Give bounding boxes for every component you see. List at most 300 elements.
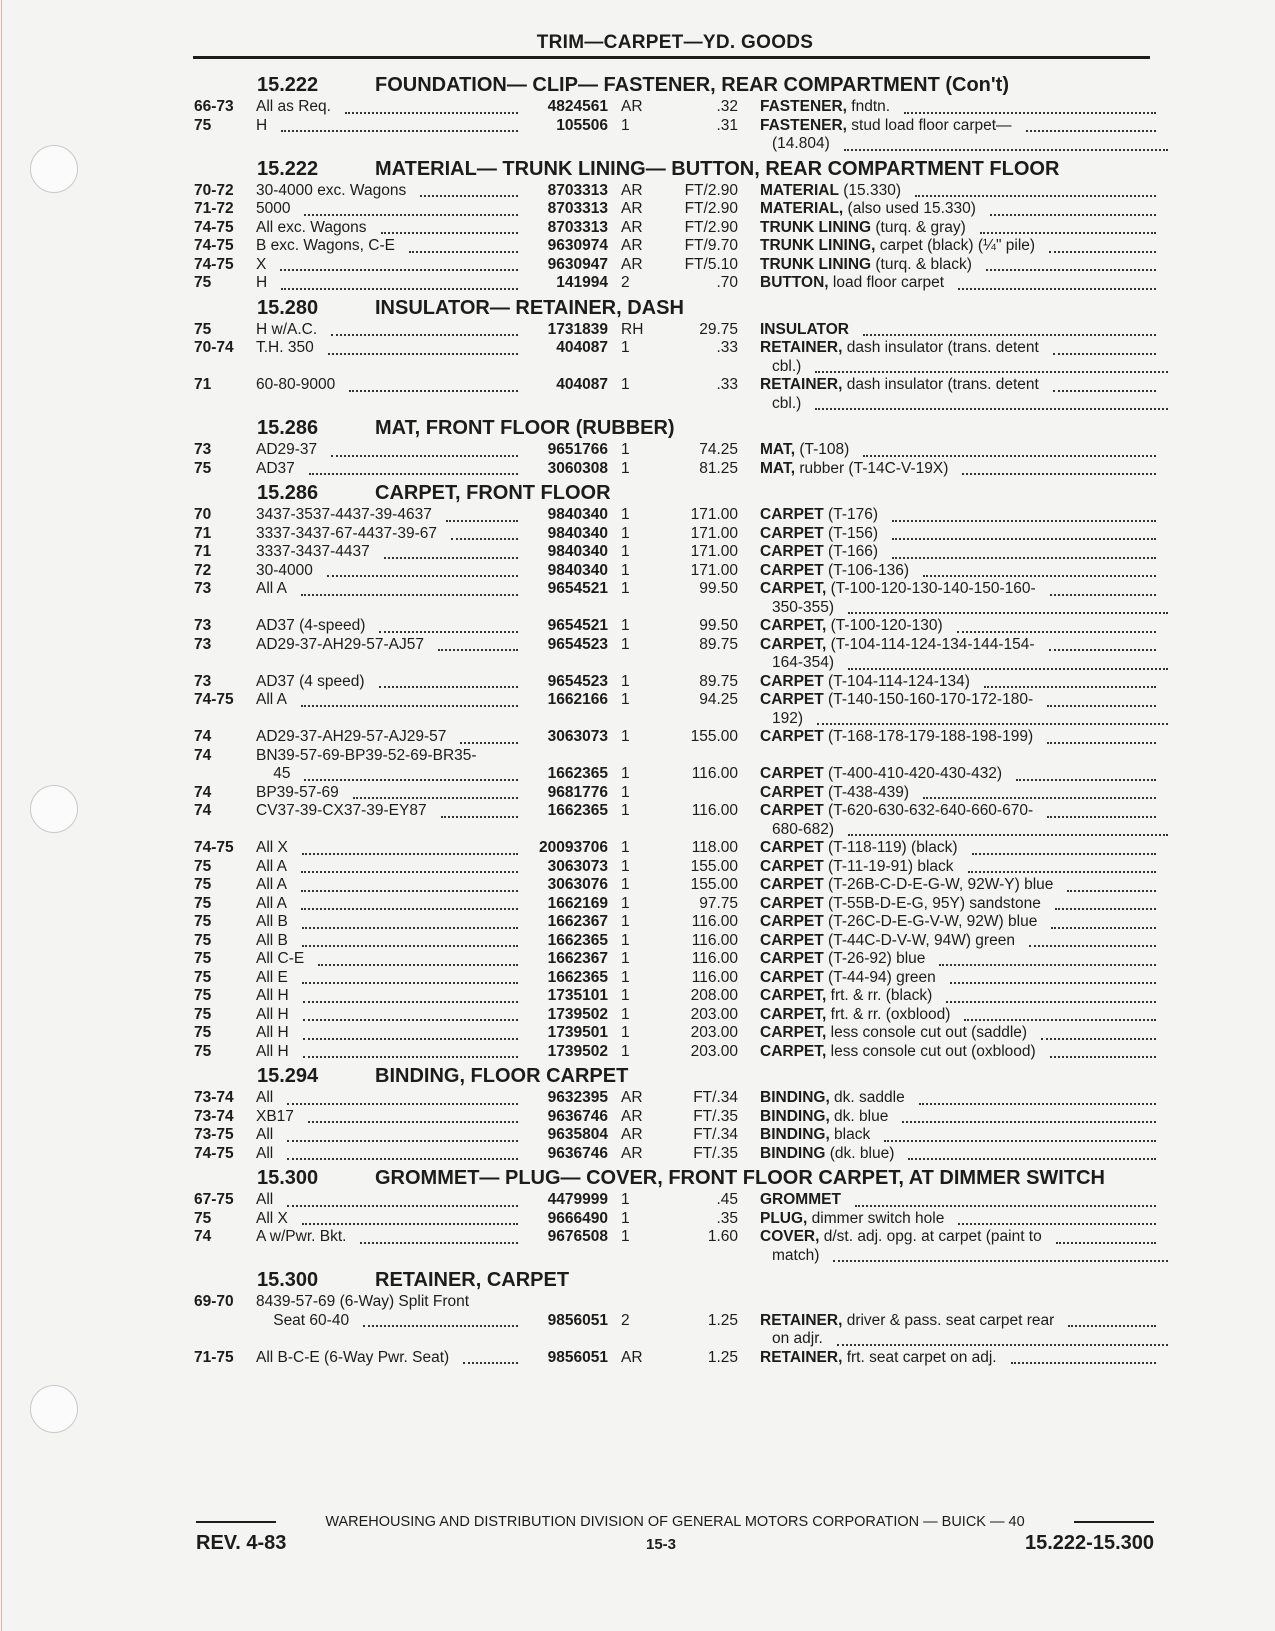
quantity: 1 xyxy=(621,950,630,967)
parts-row xyxy=(194,274,1156,293)
description-detail: (14.804) xyxy=(772,135,830,152)
section-number: 15.222 xyxy=(257,74,319,96)
description-detail: (T-11-19-91) black xyxy=(823,857,954,875)
model-year: 71-72 xyxy=(194,200,234,217)
description xyxy=(760,1228,1156,1247)
parts-row xyxy=(194,1210,1156,1229)
parts-listing xyxy=(194,70,1156,1367)
part-number: 1662367 xyxy=(547,913,608,930)
description-detail: (T-104-114-124-134-144-154- xyxy=(826,635,1035,653)
catalog-section xyxy=(194,1271,1156,1367)
parts-row xyxy=(194,950,1156,969)
model-year: 73-74 xyxy=(194,1107,234,1125)
part-number: 1731839 xyxy=(547,320,608,338)
application: 30-4000 exc. Wagons xyxy=(256,182,518,201)
footer-rule xyxy=(1074,1521,1154,1523)
dot-leader xyxy=(1026,130,1156,132)
description xyxy=(760,932,1156,951)
description-item: CARPET, xyxy=(760,617,827,634)
quantity: AR xyxy=(621,1144,643,1162)
price: FT/.34 xyxy=(693,1089,738,1106)
parts-row xyxy=(194,1330,1156,1349)
parts-row xyxy=(194,932,1156,951)
parts-row xyxy=(194,117,1156,136)
description-detail: dash insulator (trans. detent xyxy=(842,376,1039,393)
dot-leader xyxy=(1053,390,1156,392)
model-year: 74 xyxy=(194,746,212,764)
model-year: 75 xyxy=(194,987,212,1004)
model-year: 72 xyxy=(194,561,212,579)
model-year: 70-72 xyxy=(194,181,234,199)
part-number: 8703313 xyxy=(547,218,608,236)
section-header xyxy=(194,1067,1156,1086)
section-header xyxy=(194,1271,1156,1290)
part-number: 3060308 xyxy=(547,459,608,477)
description-item: CARPET xyxy=(760,561,824,579)
dot-leader xyxy=(939,964,1156,966)
quantity: 1 xyxy=(621,1209,630,1227)
price: 155.00 xyxy=(690,876,738,893)
dot-leader xyxy=(331,455,518,457)
price: .33 xyxy=(716,339,738,356)
price: 74.25 xyxy=(699,441,738,458)
application: All X xyxy=(256,1210,518,1229)
dot-leader xyxy=(923,575,1156,577)
price: 89.75 xyxy=(699,635,738,653)
price: .31 xyxy=(716,116,738,134)
dot-leader xyxy=(815,408,1168,410)
parts-row xyxy=(194,1145,1156,1164)
price: 81.25 xyxy=(699,459,738,477)
dot-leader xyxy=(463,1362,518,1364)
description xyxy=(760,784,1156,803)
part-number: 9636746 xyxy=(547,1144,608,1162)
parts-row xyxy=(194,1108,1156,1127)
section-number: 15.294 xyxy=(257,1065,319,1087)
parts-row xyxy=(194,876,1156,895)
description-detail: (turq. & black) xyxy=(871,255,972,273)
part-number: 9840340 xyxy=(547,561,608,579)
page-edge xyxy=(1,0,2,1631)
price: 1.25 xyxy=(707,1348,738,1366)
dot-leader xyxy=(303,1019,518,1021)
quantity: 1 xyxy=(621,116,630,134)
dot-leader xyxy=(308,1121,518,1123)
part-number: 141994 xyxy=(556,274,608,291)
description xyxy=(760,1089,1156,1108)
description-detail: (T-156) xyxy=(823,524,878,542)
dot-leader xyxy=(892,520,1156,522)
application: All B-C-E (6-Way Pwr. Seat) xyxy=(256,1349,518,1368)
dot-leader xyxy=(1047,705,1156,707)
group-range: 15.222-15.300 xyxy=(1024,1532,1154,1554)
dot-leader xyxy=(287,1140,518,1142)
section-number: 15.300 xyxy=(257,1269,319,1291)
dot-leader xyxy=(848,834,1168,836)
dot-leader xyxy=(990,214,1156,216)
description-item: CARPET xyxy=(760,894,824,912)
description xyxy=(760,710,1168,729)
part-number: 8703313 xyxy=(547,181,608,199)
description xyxy=(760,358,1168,377)
part-number: 9654521 xyxy=(547,617,608,634)
model-year: 73-75 xyxy=(194,1126,234,1143)
dot-leader xyxy=(923,797,1156,799)
parts-row xyxy=(194,710,1156,729)
dot-leader xyxy=(360,1242,518,1244)
description-detail: (T-100-120-130) xyxy=(826,617,943,634)
dot-leader xyxy=(280,269,518,271)
section-title: CARPET, FRONT FLOOR xyxy=(375,482,611,504)
quantity: AR xyxy=(621,1107,643,1125)
description-detail: 164-354) xyxy=(772,654,835,671)
part-number: 105506 xyxy=(556,116,608,134)
model-year: 74 xyxy=(194,728,212,745)
description-detail: fndtn. xyxy=(846,98,891,115)
description-item: CARPET xyxy=(760,524,824,542)
price: 171.00 xyxy=(690,524,738,542)
description-item: CARPET xyxy=(760,931,824,949)
parts-row xyxy=(194,543,1156,562)
description-item: BINDING, xyxy=(760,1126,830,1143)
description xyxy=(760,987,1156,1006)
dot-leader xyxy=(327,575,518,577)
parts-row xyxy=(194,1349,1156,1368)
dot-leader xyxy=(318,964,518,966)
section-number: 15.280 xyxy=(257,296,319,319)
model-year: 74 xyxy=(194,1228,212,1245)
part-number: 9630974 xyxy=(547,237,608,254)
description-detail: dk. saddle xyxy=(829,1089,905,1106)
quantity: AR xyxy=(621,255,643,273)
quantity: 1 xyxy=(621,839,630,856)
price: .45 xyxy=(716,1191,738,1208)
dot-leader xyxy=(972,853,1156,855)
dot-leader xyxy=(863,334,1156,336)
quantity: 1 xyxy=(621,543,630,560)
description xyxy=(760,1145,1156,1164)
parts-row xyxy=(194,1024,1156,1043)
parts-row xyxy=(194,237,1156,256)
description-detail: (T-168-178-179-188-198-199) xyxy=(823,728,1034,745)
application: All H xyxy=(256,1006,518,1025)
section-header xyxy=(194,157,1156,180)
dot-leader xyxy=(441,816,518,818)
description xyxy=(760,441,1156,460)
dot-leader xyxy=(287,1103,518,1105)
part-number: 3063073 xyxy=(547,728,608,745)
parts-row xyxy=(194,1043,1156,1062)
quantity: 1 xyxy=(621,617,630,634)
price: 171.00 xyxy=(690,506,738,523)
description xyxy=(760,1349,1156,1368)
description-detail: (dk. blue) xyxy=(825,1144,895,1162)
application: All H xyxy=(256,1024,518,1043)
parts-row xyxy=(194,200,1156,219)
description-detail: match) xyxy=(772,1246,820,1264)
parts-row xyxy=(194,1247,1156,1266)
price: 116.00 xyxy=(691,802,738,819)
quantity: 1 xyxy=(621,857,630,875)
description xyxy=(760,1247,1168,1266)
dot-leader xyxy=(420,195,518,197)
part-number: 9654523 xyxy=(547,635,608,653)
description xyxy=(760,969,1156,988)
description-detail: frt. & rr. (black) xyxy=(826,987,933,1004)
description-detail: 192) xyxy=(772,709,804,727)
parts-row xyxy=(194,784,1156,803)
description-item: CARPET, xyxy=(760,1005,827,1023)
description-item: PLUG, xyxy=(760,1209,808,1227)
description xyxy=(760,839,1156,858)
application: 45 xyxy=(256,765,518,784)
section-title: MAT, FRONT FLOOR (RUBBER) xyxy=(375,417,675,439)
description-detail: black xyxy=(829,1126,871,1143)
binder-hole xyxy=(30,145,78,193)
description-detail: dk. blue xyxy=(829,1107,889,1125)
part-number: 1739501 xyxy=(547,1024,608,1041)
description-detail: driver & pass. seat carpet rear xyxy=(842,1311,1055,1329)
part-number: 1735101 xyxy=(547,987,608,1004)
model-year: 75 xyxy=(194,894,212,912)
description-item: CARPET xyxy=(760,950,824,967)
model-year: 75 xyxy=(194,913,212,930)
dot-leader xyxy=(384,557,518,559)
description-detail: (turq. & gray) xyxy=(871,218,966,236)
section-title: MATERIAL— TRUNK LINING— BUTTON, REAR COMPARTMENT FLOOR xyxy=(375,157,1060,180)
application: All A xyxy=(256,691,518,710)
part-number: 9840340 xyxy=(547,506,608,523)
section-header xyxy=(194,76,1156,95)
quantity: 1 xyxy=(621,783,630,801)
application: CV37-39-CX37-39-EY87 xyxy=(256,802,518,821)
parts-row xyxy=(194,376,1156,395)
quantity: 1 xyxy=(621,802,630,819)
model-year: 75 xyxy=(194,1005,212,1023)
part-number: 1739502 xyxy=(547,1005,608,1023)
price: FT/2.90 xyxy=(684,181,738,199)
description-detail: less console cut out (saddle) xyxy=(826,1024,1028,1041)
quantity: 1 xyxy=(621,931,630,949)
description-detail: (T-400-410-420-430-432) xyxy=(823,765,1003,782)
parts-row xyxy=(194,821,1156,840)
model-year: 74-75 xyxy=(194,1144,234,1162)
model-year: 74-75 xyxy=(194,691,234,708)
dot-leader xyxy=(964,1019,1156,1021)
dot-leader xyxy=(349,390,518,392)
section-header xyxy=(194,1169,1156,1188)
price: 116.00 xyxy=(691,931,738,949)
binder-hole xyxy=(30,785,78,833)
application: All xyxy=(256,1191,518,1210)
quantity: 1 xyxy=(621,876,630,893)
quantity: 1 xyxy=(621,376,630,393)
part-number: 8703313 xyxy=(547,200,608,217)
description-detail: on adjr. xyxy=(772,1330,823,1347)
description-item: GROMMET xyxy=(760,1191,841,1208)
quantity: AR xyxy=(621,181,643,199)
section-number: 15.300 xyxy=(257,1167,319,1189)
quantity: 1 xyxy=(621,1228,630,1245)
part-number: 1662365 xyxy=(547,968,608,986)
description xyxy=(760,339,1156,358)
description-detail: (T-140-150-160-170-172-180- xyxy=(823,691,1034,708)
model-year: 75 xyxy=(194,968,212,986)
description xyxy=(760,321,1156,340)
quantity: 1 xyxy=(621,339,630,356)
part-number: 9676508 xyxy=(547,1228,608,1245)
description-detail: (T-44-94) green xyxy=(823,968,936,986)
model-year: 70-74 xyxy=(194,339,234,356)
parts-row xyxy=(194,219,1156,238)
application: All H xyxy=(256,1043,518,1062)
parts-row xyxy=(194,839,1156,858)
dot-leader xyxy=(301,908,518,910)
description xyxy=(760,543,1156,562)
description xyxy=(760,876,1156,895)
application: All H xyxy=(256,987,518,1006)
dot-leader xyxy=(345,112,518,114)
revision-label: REV. 4-83 xyxy=(196,1532,287,1554)
model-year: 75 xyxy=(194,1209,212,1227)
price: 1.25 xyxy=(707,1311,738,1329)
description-item: BUTTON, xyxy=(760,274,829,291)
application: 30-4000 xyxy=(256,562,518,581)
description xyxy=(760,506,1156,525)
description xyxy=(760,673,1156,692)
dot-leader xyxy=(301,594,518,596)
dot-leader xyxy=(363,1325,518,1327)
dot-leader xyxy=(884,1140,1156,1142)
model-year: 71 xyxy=(194,524,212,542)
part-number: 9840340 xyxy=(547,524,608,542)
description xyxy=(760,376,1156,395)
parts-row xyxy=(194,1293,1156,1312)
price: 99.50 xyxy=(699,580,738,597)
part-number: 1662169 xyxy=(547,894,608,912)
description-item: CARPET, xyxy=(760,1024,827,1041)
dot-leader xyxy=(1041,1038,1156,1040)
parts-row xyxy=(194,358,1156,377)
quantity: 1 xyxy=(621,672,630,690)
description-item: CARPET xyxy=(760,857,824,875)
application: AD37 xyxy=(256,460,518,479)
dot-leader xyxy=(1029,945,1156,947)
dot-leader xyxy=(915,195,1156,197)
price: FT/9.70 xyxy=(684,237,738,254)
description-item: CARPET, xyxy=(760,635,827,653)
price: 155.00 xyxy=(690,857,738,875)
dot-leader xyxy=(848,612,1168,614)
quantity: 1 xyxy=(621,894,630,912)
description-detail: (T-438-439) xyxy=(823,783,910,801)
part-number: 3063076 xyxy=(547,876,608,893)
description-detail: (T-106-136) xyxy=(823,561,910,579)
application: All as Req. xyxy=(256,98,518,117)
dot-leader xyxy=(328,353,518,355)
dot-leader xyxy=(904,112,1156,114)
model-year: 71-75 xyxy=(194,1348,234,1366)
dot-leader xyxy=(381,232,518,234)
description-item: COVER, xyxy=(760,1228,820,1245)
model-year: 70 xyxy=(194,506,212,523)
model-year: 66-73 xyxy=(194,98,234,115)
quantity: 1 xyxy=(621,459,630,477)
dot-leader xyxy=(844,149,1168,151)
part-number: 9856051 xyxy=(547,1311,608,1329)
description-detail: (T-108) xyxy=(795,441,850,458)
application: All A xyxy=(256,876,518,895)
description-detail: rubber (T-14C-V-19X) xyxy=(795,459,949,477)
section-header xyxy=(194,419,1156,438)
dot-leader xyxy=(986,269,1156,271)
description xyxy=(760,1006,1156,1025)
description-item: CARPET xyxy=(760,728,824,745)
model-year: 74 xyxy=(194,802,212,819)
price: 1.60 xyxy=(707,1228,738,1245)
price: FT/.35 xyxy=(693,1107,738,1125)
dot-leader xyxy=(1056,1242,1156,1244)
parts-row xyxy=(194,339,1156,358)
application: All E xyxy=(256,969,518,988)
description-detail: (T-26B-C-D-E-G-W, 92W-Y) blue xyxy=(823,876,1054,893)
title-rule xyxy=(193,56,1150,59)
price: 94.25 xyxy=(699,691,738,708)
section-number: 15.286 xyxy=(257,417,319,439)
catalog-section xyxy=(194,484,1156,1061)
part-number: 9654523 xyxy=(547,672,608,690)
description-item: RETAINER, xyxy=(760,376,843,393)
description-detail: (T-166) xyxy=(823,543,878,560)
description xyxy=(760,913,1156,932)
price: 89.75 xyxy=(699,672,738,690)
application: All exc. Wagons xyxy=(256,219,518,238)
dot-leader xyxy=(303,1001,518,1003)
application: A w/Pwr. Bkt. xyxy=(256,1228,518,1247)
description-item: TRUNK LINING xyxy=(760,255,872,273)
part-number: 9630947 xyxy=(547,255,608,273)
description-item: CARPET xyxy=(760,506,824,523)
parts-row xyxy=(194,525,1156,544)
description-item: CARPET xyxy=(760,913,824,930)
application: AD29-37-AH29-57-AJ57 xyxy=(256,636,518,655)
parts-row xyxy=(194,506,1156,525)
dot-leader xyxy=(950,982,1156,984)
dot-leader xyxy=(1067,890,1156,892)
parts-row xyxy=(194,321,1156,340)
quantity: 1 xyxy=(621,765,630,782)
parts-row xyxy=(194,765,1156,784)
section-number: 15.286 xyxy=(257,482,319,504)
model-year: 74-75 xyxy=(194,218,234,236)
quantity: 2 xyxy=(621,274,630,291)
dot-leader xyxy=(301,871,518,873)
quantity: RH xyxy=(621,320,644,338)
dot-leader xyxy=(409,251,518,253)
price: 155.00 xyxy=(690,728,738,745)
description-item: RETAINER, xyxy=(760,1348,843,1366)
description-detail: (T-620-630-632-640-660-670- xyxy=(823,802,1034,819)
dot-leader xyxy=(1050,594,1156,596)
model-year: 75 xyxy=(194,950,212,967)
binder-hole xyxy=(30,1385,78,1433)
price: .35 xyxy=(716,1209,738,1227)
application: 60-80-9000 xyxy=(256,376,518,395)
footer-division: WAREHOUSING AND DISTRIBUTION DIVISION OF GENERAL MOTORS CORPORATION — BUICK — 40 xyxy=(325,1514,1025,1530)
price: 116.00 xyxy=(691,968,738,986)
application: 3337-3437-4437 xyxy=(256,543,518,562)
quantity: 1 xyxy=(621,968,630,986)
